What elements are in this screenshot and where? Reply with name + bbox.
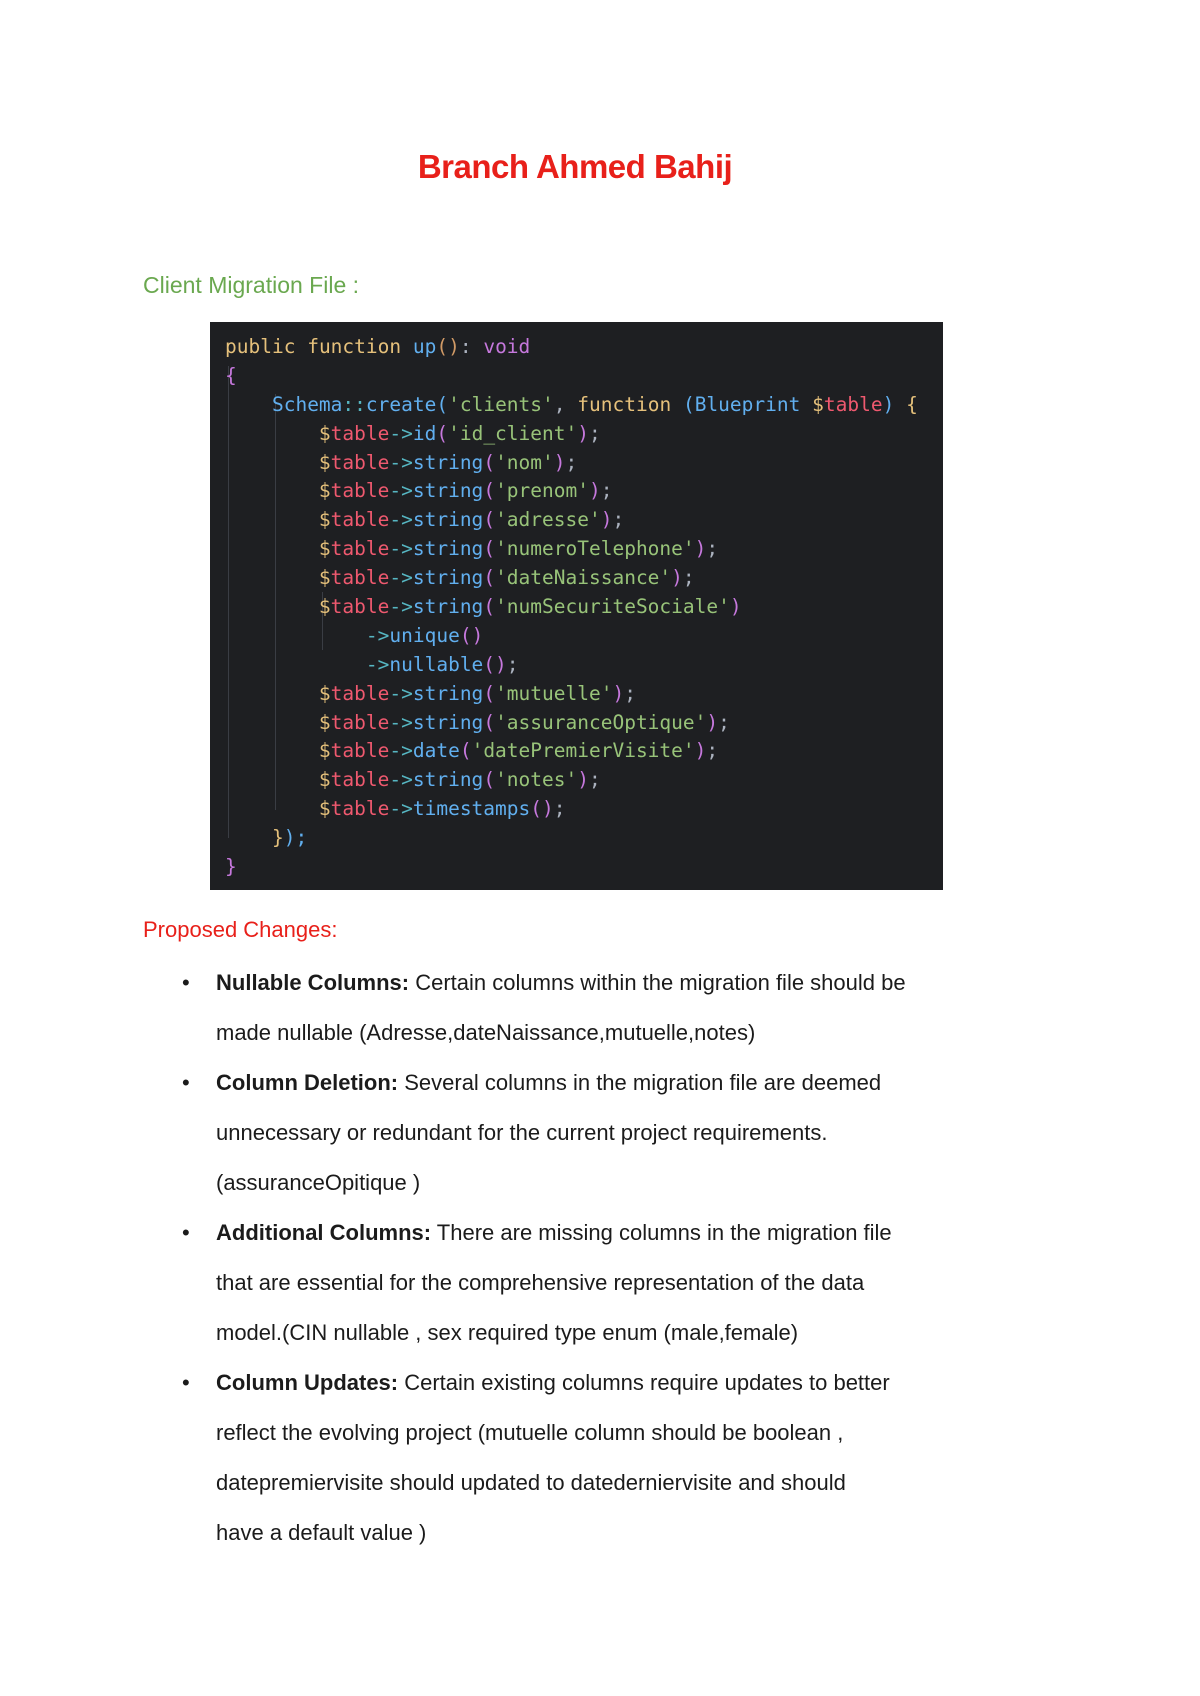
code-token <box>225 739 319 762</box>
code-token <box>225 682 319 705</box>
code-token: $ <box>318 537 331 561</box>
proposed-changes-heading: Proposed Changes: <box>143 917 338 942</box>
change-text: unnecessary or redundant for the current project requirements. <box>216 1120 828 1145</box>
changes-list <box>143 958 1023 1558</box>
code-token: () <box>459 623 484 647</box>
code-token: $ <box>318 739 331 763</box>
code-token: $ <box>318 450 331 474</box>
code-token <box>225 566 319 589</box>
code-token: ( <box>436 392 449 416</box>
change-item <box>143 958 1023 1058</box>
code-token: ; <box>589 768 601 792</box>
code-token: 'numSecuriteSociale' <box>495 595 730 619</box>
code-token: -> <box>389 797 413 821</box>
code-token: string <box>412 681 484 705</box>
code-token: -> <box>389 479 413 503</box>
code-token: 'assuranceOptique' <box>495 710 707 734</box>
document-title: Branch Ahmed Bahij <box>417 148 733 185</box>
change-label: Additional Columns: <box>216 1220 432 1245</box>
code-token: ) <box>706 710 719 734</box>
code-line <box>225 506 918 535</box>
code-token: string <box>412 768 484 792</box>
code-token: table <box>330 566 390 590</box>
code-token: :: <box>342 392 366 416</box>
code-token: table <box>330 739 390 763</box>
code-token: ; <box>553 797 566 821</box>
code-token: ; <box>600 479 613 503</box>
code-token <box>225 451 319 474</box>
code-token <box>225 653 366 676</box>
code-token: ; <box>565 450 578 474</box>
code-token: create <box>365 392 437 416</box>
code-token: ; <box>506 652 519 676</box>
code-token: public <box>225 335 296 358</box>
change-text: (assuranceOpitique ) <box>216 1170 421 1195</box>
code-token: -> <box>389 508 413 532</box>
code-token: -> <box>389 566 413 590</box>
code-token <box>225 768 319 791</box>
code-token: $ <box>812 392 824 416</box>
code-token: ( <box>483 681 496 705</box>
code-screenshot <box>210 322 943 890</box>
section-heading: Client Migration File : <box>143 272 360 298</box>
code-token: ; <box>612 508 625 532</box>
code-token: Blueprint <box>694 392 801 416</box>
code-token: ( <box>483 566 496 590</box>
code-token: table <box>330 450 390 474</box>
code-token: ( <box>483 710 496 734</box>
code-token: ); <box>283 826 308 850</box>
code-token <box>295 335 307 358</box>
change-text: Several columns in the migration file are deemed <box>398 1070 882 1095</box>
change-text: have a default value ) <box>216 1520 427 1545</box>
code-token: { <box>906 392 918 416</box>
code-token: -> <box>365 623 390 647</box>
code-token: () <box>483 652 507 676</box>
code-token: $ <box>318 768 331 792</box>
code-token: -> <box>389 739 413 763</box>
code-line <box>225 564 918 593</box>
code-token: -> <box>389 537 413 561</box>
code-token: ) <box>577 768 589 792</box>
code-token: string <box>412 710 484 734</box>
code-token: ( <box>483 595 496 619</box>
code-token: -> <box>389 681 413 705</box>
code-token <box>401 335 413 358</box>
code-token: ( <box>483 508 496 532</box>
code-token: ) <box>694 739 707 763</box>
code-token: $ <box>318 797 331 821</box>
code-token: 'dateNaissance' <box>495 566 672 590</box>
code-token <box>225 826 272 849</box>
code-token: table <box>330 768 390 792</box>
code-token: string <box>412 450 484 474</box>
code-line <box>225 795 918 824</box>
code-token: up <box>412 335 437 358</box>
code-token: table <box>330 421 390 445</box>
code-token: ) <box>882 392 895 416</box>
code-token: unique <box>389 623 460 647</box>
code-line <box>225 824 918 853</box>
code-line <box>225 535 918 564</box>
code-token: $ <box>318 479 331 503</box>
code-line <box>225 737 918 766</box>
code-line <box>225 853 918 882</box>
code-token: $ <box>318 710 331 734</box>
code-token <box>225 797 319 820</box>
code-token: } <box>271 826 284 850</box>
code-token: ; <box>706 537 719 561</box>
code-token: ; <box>718 710 730 734</box>
change-text: datepremiervisite should updated to datederniervisite and should <box>216 1470 846 1495</box>
code-token: -> <box>389 421 413 445</box>
code-token: 'adresse' <box>495 508 601 532</box>
code-line <box>225 477 918 506</box>
code-token: ; <box>588 421 601 445</box>
change-text: Certain columns within the migration file should be <box>409 970 906 995</box>
code-token: ) <box>694 537 707 561</box>
change-item <box>143 1058 1023 1208</box>
code-token: ; <box>624 681 636 705</box>
code-token: } <box>225 855 237 879</box>
code-token: $ <box>318 566 331 590</box>
code-token <box>225 508 319 531</box>
code-token: id <box>412 421 437 445</box>
code-token: () <box>436 335 460 358</box>
code-token: $ <box>318 421 331 445</box>
change-text: There are missing columns in the migration file <box>431 1220 892 1245</box>
code-token: ) <box>577 421 589 445</box>
code-token: ( <box>682 392 695 416</box>
code-token: { <box>225 363 237 387</box>
code-token: 'numeroTelephone' <box>495 537 695 561</box>
code-token: $ <box>318 595 331 619</box>
change-text: reflect the evolving project (mutuelle column should be boolean , <box>216 1420 844 1445</box>
code-token: -> <box>389 768 413 792</box>
code-token: , <box>553 392 578 416</box>
code-token: 'mutuelle' <box>495 681 613 705</box>
code-line <box>225 622 918 651</box>
change-text: model.(CIN nullable , sex required type enum (male,female) <box>216 1320 799 1345</box>
code-token <box>225 393 272 416</box>
code-token: 'nom' <box>495 450 554 474</box>
code-token: 'notes' <box>495 768 578 792</box>
code-token: function <box>307 335 402 358</box>
code-token: () <box>530 797 554 821</box>
code-line <box>225 680 918 709</box>
code-token: Schema <box>271 392 343 416</box>
code-token: ; <box>706 739 719 763</box>
code-token: ) <box>588 479 601 503</box>
code-token: table <box>330 595 390 619</box>
code-line <box>225 420 918 449</box>
bullet-icon: • <box>182 1070 190 1095</box>
code-line <box>225 593 918 622</box>
code-token: ( <box>483 537 496 561</box>
code-token <box>225 479 319 502</box>
code-line <box>225 709 918 738</box>
code-token: table <box>330 797 390 821</box>
code-token <box>225 624 366 647</box>
code-token: table <box>330 508 390 532</box>
code-token: -> <box>389 450 413 474</box>
code-line <box>225 391 918 420</box>
code-token: ( <box>483 479 496 503</box>
change-item <box>143 1208 1023 1358</box>
code-token: table <box>823 392 883 416</box>
code-token: $ <box>318 508 331 532</box>
code-token: table <box>330 537 390 561</box>
code-token: void <box>483 335 531 358</box>
code-line <box>225 449 918 478</box>
code-token: string <box>412 566 484 590</box>
code-token: table <box>330 681 390 705</box>
change-text: made nullable (Adresse,dateNaissance,mutuelle,notes) <box>216 1020 756 1045</box>
code-token: 'datePremierVisite' <box>471 739 695 763</box>
code-token: ( <box>459 739 472 763</box>
change-label: Column Updates: <box>216 1370 399 1395</box>
code-token: ( <box>436 421 449 445</box>
code-token: : <box>459 335 484 358</box>
code-token <box>225 595 319 618</box>
change-label: Column Deletion: <box>216 1070 399 1095</box>
code-token: table <box>330 479 390 503</box>
code-token: ) <box>729 595 742 619</box>
code-token: ) <box>671 566 683 590</box>
code-token: ( <box>483 768 496 792</box>
change-text: Certain existing columns require updates to better <box>398 1370 890 1395</box>
code-token: string <box>412 537 484 561</box>
code-token: -> <box>389 710 413 734</box>
code-token: ) <box>600 508 613 532</box>
code-token <box>225 537 319 560</box>
bullet-icon: • <box>182 970 190 995</box>
code-token: string <box>412 595 484 619</box>
code-token: function <box>577 392 672 416</box>
code-token: table <box>330 710 390 734</box>
code-token: $ <box>318 681 331 705</box>
code-token <box>225 711 319 734</box>
code-line <box>225 766 918 795</box>
code-token: ) <box>612 681 625 705</box>
code-token: 'prenom' <box>495 479 589 503</box>
code-token: timestamps <box>412 797 531 821</box>
code-token: ) <box>553 450 566 474</box>
code-token: date <box>412 739 460 763</box>
change-text: that are essential for the comprehensive representation of the data <box>216 1270 865 1295</box>
code-line <box>225 333 918 362</box>
code-token: -> <box>389 595 413 619</box>
code-line <box>225 362 918 391</box>
code-token: -> <box>365 652 390 676</box>
code-token <box>894 393 906 416</box>
code-token: string <box>412 479 484 503</box>
code-token <box>800 393 812 416</box>
code-token: 'clients' <box>448 392 554 416</box>
change-item <box>143 1358 1023 1558</box>
code-token: ( <box>483 450 496 474</box>
code-block <box>225 333 918 882</box>
code-token: 'id_client' <box>448 421 578 445</box>
code-token: string <box>412 508 484 532</box>
bullet-icon: • <box>182 1220 190 1245</box>
code-token <box>671 393 683 416</box>
change-label: Nullable Columns: <box>216 970 410 995</box>
code-token: nullable <box>389 652 484 676</box>
code-line <box>225 651 918 680</box>
code-token <box>225 422 319 445</box>
code-token: ; <box>682 566 695 590</box>
bullet-icon: • <box>182 1370 190 1395</box>
